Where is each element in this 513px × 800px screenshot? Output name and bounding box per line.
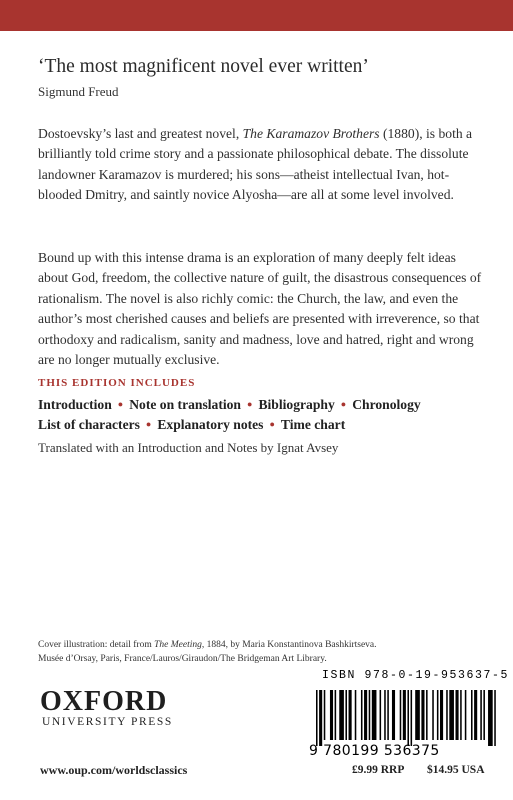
barcode-bar — [364, 690, 367, 740]
barcode-bar — [387, 690, 389, 740]
feature-item: List of characters — [38, 417, 140, 432]
barcode-bar — [407, 690, 409, 746]
artwork-title: The Meeting — [154, 640, 202, 650]
barcode-bar — [449, 690, 454, 740]
feature-item: Introduction — [38, 397, 112, 412]
publisher-url[interactable]: www.oup.com/worldsclassics — [40, 763, 188, 777]
barcode-bar — [437, 690, 439, 740]
barcode-bar — [349, 690, 352, 740]
barcode-bar — [403, 690, 406, 740]
barcode-bar — [316, 690, 318, 746]
price-gbp: £9.99 RRP — [352, 764, 405, 776]
barcode-bar — [411, 690, 413, 746]
translator-note: Translated with an Introduction and Notes by Ignat Avsey — [38, 440, 339, 455]
barcode-bar — [324, 690, 326, 740]
barcode-bar — [446, 690, 448, 740]
bullet-icon: ● — [340, 399, 347, 409]
barcode-bar — [339, 690, 344, 740]
feature-item: Bibliography — [258, 397, 335, 412]
barcode-bar — [415, 690, 420, 740]
bullet-icon: ● — [117, 399, 124, 409]
barcode-bar — [400, 690, 402, 740]
description-paragraph-2: Bound up with this intense drama is an exploration of many deeply felt ideas about God, freedom, the collective nature of guilt, the disastrous consequences of rationalism. The novel is also richly comic: the Church, the law, and even the author’s most cherished causes and beliefs are presented with irreverence, so that orthodoxy and radicalism, sanity and madness, love and hatred, right and wrong are no longer mutually exclusive. — [38, 250, 482, 368]
barcode-bar — [432, 690, 434, 740]
barcode-bar — [384, 690, 386, 740]
edition-features-line-1 — [38, 397, 421, 413]
cover-credit: Cover illustration: detail from The Meeting, 1884, by Maria Konstantinova Bashkirtseva. Musée d’Orsay, Paris, France/Lauros/Giraudon/The Bridgeman Art Library. — [38, 640, 377, 664]
feature-item: Explanatory notes — [157, 417, 264, 432]
book-title: The Karamazov Brothers — [242, 126, 380, 141]
barcode-bar — [460, 690, 462, 740]
barcode-bar — [483, 690, 485, 740]
barcode-bar — [456, 690, 459, 740]
bullet-icon: ● — [247, 399, 253, 409]
barcode-bar — [471, 690, 473, 740]
barcode-bar — [392, 690, 395, 740]
barcode-icon — [316, 690, 496, 746]
barcode-bar — [335, 690, 337, 740]
feature-item: Chronology — [352, 397, 421, 412]
barcode-digits: 9 780199 536375 — [309, 743, 440, 759]
review-quote: ‘The most magnificent novel ever written’ — [38, 56, 369, 77]
quote-author: Sigmund Freud — [38, 84, 119, 99]
price-usd: $14.95 USA — [427, 764, 485, 776]
barcode-bar — [372, 690, 377, 740]
barcode-bar — [345, 690, 347, 740]
publisher-logo: OXFORD — [40, 686, 168, 717]
barcode-bar — [369, 690, 371, 740]
feature-item: Time chart — [280, 417, 346, 432]
publisher-subtitle: UNIVERSITY PRESS — [42, 716, 173, 728]
bullet-icon: ● — [145, 419, 152, 429]
isbn-label: ISBN 978-0-19-953637-5 — [322, 669, 510, 682]
barcode-bar — [361, 690, 363, 740]
description-paragraph-1: Dostoevsky’s last and greatest novel, The Karamazov Brothers (1880), is both a brilliantly told crime story and a passionate philosophical debate. The dissolute landowner Karamazov is murdered; his sons—atheist intellectual Ivan, hot-blooded Dmitry, and saintly novice Alyosha—are all at some level involved. — [38, 126, 473, 203]
barcode-bar — [421, 690, 424, 740]
edition-heading: THIS EDITION INCLUDES — [38, 377, 196, 389]
barcode-bar — [494, 690, 496, 746]
barcode-bar — [480, 690, 482, 740]
barcode-bar — [488, 690, 493, 746]
barcode-bar — [319, 690, 322, 746]
barcode-bar — [330, 690, 333, 740]
edition-features-line-2 — [38, 417, 345, 433]
feature-item: Note on translation — [129, 397, 241, 412]
barcode-bar — [426, 690, 428, 740]
top-color-band — [0, 0, 513, 31]
barcode-bar — [355, 690, 357, 740]
barcode-bar — [440, 690, 443, 740]
bullet-icon: ● — [269, 419, 275, 429]
barcode-bar — [380, 690, 382, 740]
barcode-bar — [465, 690, 467, 740]
barcode-bar — [474, 690, 477, 740]
